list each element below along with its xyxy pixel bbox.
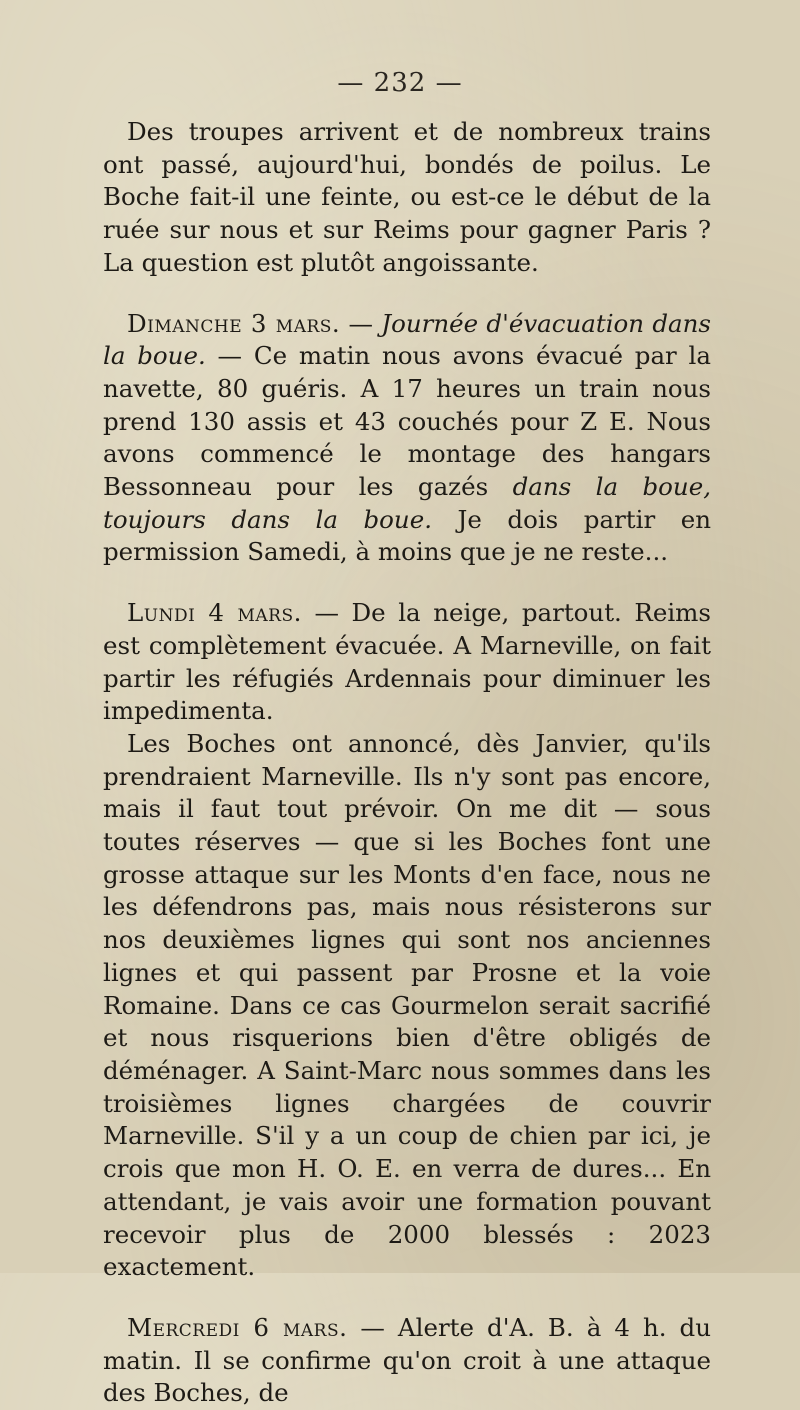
page-body — [103, 116, 711, 1410]
paragraph-5 — [103, 1312, 711, 1410]
page-number: — 232 — — [337, 68, 463, 98]
entry-emphasis-italic: dans la boue, toujours dans la boue. — [103, 472, 711, 534]
entry-date-lundi: Lundi 4 mars. — [127, 598, 302, 628]
entry-text: — Ce matin nous avons évacué par la navette, 80 guéris. A 17 heures un train nous prend 130 assis et 43 couchés pour Z E. Nous avons commencé le montage des hangars Bessonneau pour les gazés — [103, 341, 712, 502]
entry-date-mercredi: Mercredi 6 mars. — [127, 1312, 348, 1342]
paragraph-1: Des troupes arrivent et de nombreux trains ont passé, aujourd'hui, bondés de poilus. Le Boche fait-il une feinte, ou est-ce le début de la ruée sur nous et sur Reims pour gagner Paris ? La question est plutôt angoissante. — [103, 117, 711, 277]
entry-date-dimanche: Dimanche 3 mars. — [127, 308, 341, 338]
paragraph-3 — [103, 597, 711, 728]
entry-dash: — — [340, 308, 382, 338]
entry-title-italic: Journée d'évacuation dans la boue. — [103, 308, 711, 371]
entry-text: — Alerte d'A. B. à 4 h. du matin. Il se confirme qu'on croit à une attaque des Boches, de — [103, 1312, 711, 1408]
entry-text-end: Je dois partir en permission Samedi, à moins que je ne reste... — [103, 504, 711, 567]
paragraph-2 — [103, 308, 711, 570]
entry-text: — De la neige, partout. Reims est complètement évacuée. A Marneville, on fait partir les réfugiés Ardennais pour diminuer les impedimenta. — [103, 598, 711, 726]
paragraph-4: Les Boches ont annoncé, dès Janvier, qu'ils prendraient Marneville. Ils n'y sont pas encore, mais il faut tout prévoir. On me dit — sous toutes réserves — que si les Boches font une grosse attaque sur les Monts d'en face, nous ne les défendrons pas, mais nous résisterons sur nos deuxièmes lignes qui sont nos anciennes lignes et qui passent par Prosne et la voie Romaine. Dans ce cas Gourmelon serait sacrifié et nous risquerions bien d'être obligés de déménager. A Saint-Marc nous sommes dans les troisièmes lignes chargées de couvrir Marneville. S'il y a un coup de chien par ici, je crois que mon H. O. E. en verra de dures... En attendant, je vais avoir une formation pouvant recevoir plus de 2000 blessés : 2023 exactement. — [103, 728, 711, 1282]
